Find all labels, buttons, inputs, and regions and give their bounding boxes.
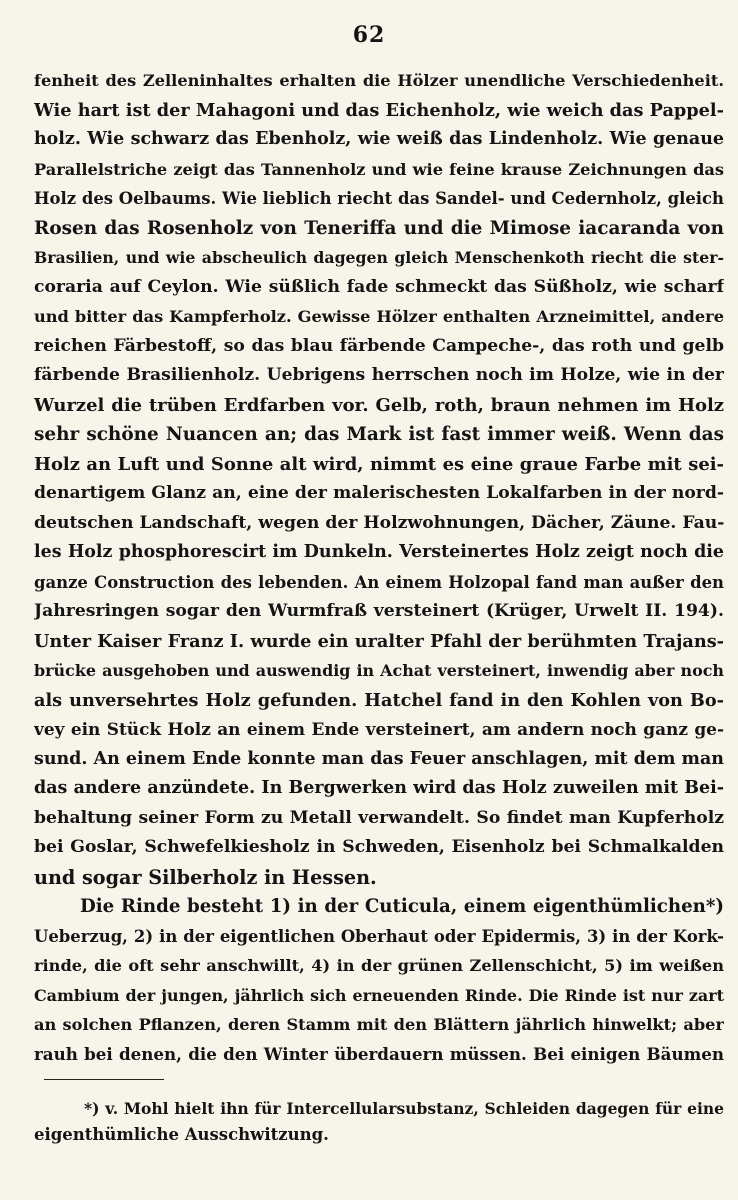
text-line: und sogar Silberholz in Hessen. xyxy=(34,865,377,889)
text-line: deutschen Landschaft, wegen der Holzwohnungen, Dächer, Zäune. Fau- xyxy=(34,512,724,533)
text-line: Wie hart ist der Mahagoni und das Eichenholz, wie weich das Pappel- xyxy=(34,99,724,121)
text-line: färbende Brasilienholz. Uebrigens herrschen noch im Holze, wie in der xyxy=(34,365,724,385)
text-line: vey ein Stück Holz an einem Ende versteinert, am andern noch ganz ge- xyxy=(34,719,724,739)
text-line: Unter Kaiser Franz I. wurde ein uralter Pfahl der berühmten Trajans- xyxy=(34,630,724,652)
footnote-divider xyxy=(44,1079,164,1080)
text-line: an solchen Pflanzen, deren Stamm mit den Blättern jährlich hinwelkt; aber xyxy=(34,1015,724,1034)
text-line: bei Goslar, Schwefelkiesholz in Schweden, Eisenholz bei Schmalkalden xyxy=(34,837,724,857)
text-line: das andere anzündete. In Bergwerken wird das Holz zuweilen mit Bei- xyxy=(34,778,724,798)
footnote-line: *) v. Mohl hielt ihn für Intercellularsubstanz, Schleiden dagegen für eine xyxy=(84,1099,724,1118)
text-line: und bitter das Kampferholz. Gewisse Hölzer enthalten Arzneimittel, andere xyxy=(34,307,724,326)
text-line: Holz des Oelbaums. Wie lieblich riecht das Sandel- und Cedernholz, gleich xyxy=(34,189,724,208)
text-line: holz. Wie schwarz das Ebenholz, wie weiß das Lindenholz. Wie genaue xyxy=(34,129,724,149)
text-line: als unversehrtes Holz gefunden. Hatchel fand in den Kohlen von Bo- xyxy=(34,689,724,711)
body-text xyxy=(34,66,724,1069)
text-line: sehr schöne Nuancen an; das Mark ist fast immer weiß. Wenn das xyxy=(34,424,724,445)
text-line: Wurzel die trüben Erdfarben vor. Gelb, roth, braun nehmen im Holz xyxy=(34,394,724,416)
footnote-line: eigenthümliche Ausschwitzung. xyxy=(34,1125,329,1144)
text-line: Brasilien, und wie abscheulich dagegen gleich Menschenkoth riecht die ster- xyxy=(34,248,724,267)
text-line: ganze Construction des lebenden. An einem Holzopal fand man außer den xyxy=(34,572,724,592)
text-line: Jahresringen sogar den Wurmfraß versteinert (Krüger, Urwelt II. 194). xyxy=(34,601,724,621)
text-line: behaltung seiner Form zu Metall verwandelt. So findet man Kupferholz xyxy=(34,807,724,828)
text-line: Die Rinde besteht 1) in der Cuticula, einem eigenthümlichen*) xyxy=(80,896,724,917)
text-line: Rosen das Rosenholz von Teneriffa und die Mimose iacaranda von xyxy=(34,217,724,239)
text-line: rinde, die oft sehr anschwillt, 4) in der grünen Zellenschicht, 5) im weißen xyxy=(34,956,724,975)
text-line: coraria auf Ceylon. Wie süßlich fade schmeckt das Süßholz, wie scharf xyxy=(34,276,724,297)
text-line: Cambium der jungen, jährlich sich erneuenden Rinde. Die Rinde ist nur zart xyxy=(34,985,724,1005)
text-line: Parallelstriche zeigt das Tannenholz und wie feine krause Zeichnungen das xyxy=(34,159,724,179)
text-line: fenheit des Zelleninhaltes erhalten die Hölzer unendliche Verschiedenheit. xyxy=(34,71,724,90)
page-number: 62 xyxy=(352,22,386,48)
text-line: reichen Färbestoff, so das blau färbende Campeche-, das roth und gelb xyxy=(34,335,724,356)
text-line: sund. An einem Ende konnte man das Feuer anschlagen, mit dem man xyxy=(34,748,724,769)
text-line: Holz an Luft und Sonne alt wird, nimmt es eine graue Farbe mit sei- xyxy=(34,453,724,475)
text-line: denartigem Glanz an, eine der malerischesten Lokalfarben in der nord- xyxy=(34,483,724,503)
text-line: rauh bei denen, die den Winter überdauern müssen. Bei einigen Bäumen xyxy=(34,1043,724,1064)
text-line: les Holz phosphorescirt im Dunkeln. Versteinertes Holz zeigt noch die xyxy=(34,542,724,562)
text-line: Ueberzug, 2) in der eigentlichen Oberhaut oder Epidermis, 3) in der Kork- xyxy=(34,926,724,946)
footnote xyxy=(34,1096,724,1148)
text-line: brücke ausgehoben und auswendig in Achat versteinert, inwendig aber noch xyxy=(34,661,724,680)
